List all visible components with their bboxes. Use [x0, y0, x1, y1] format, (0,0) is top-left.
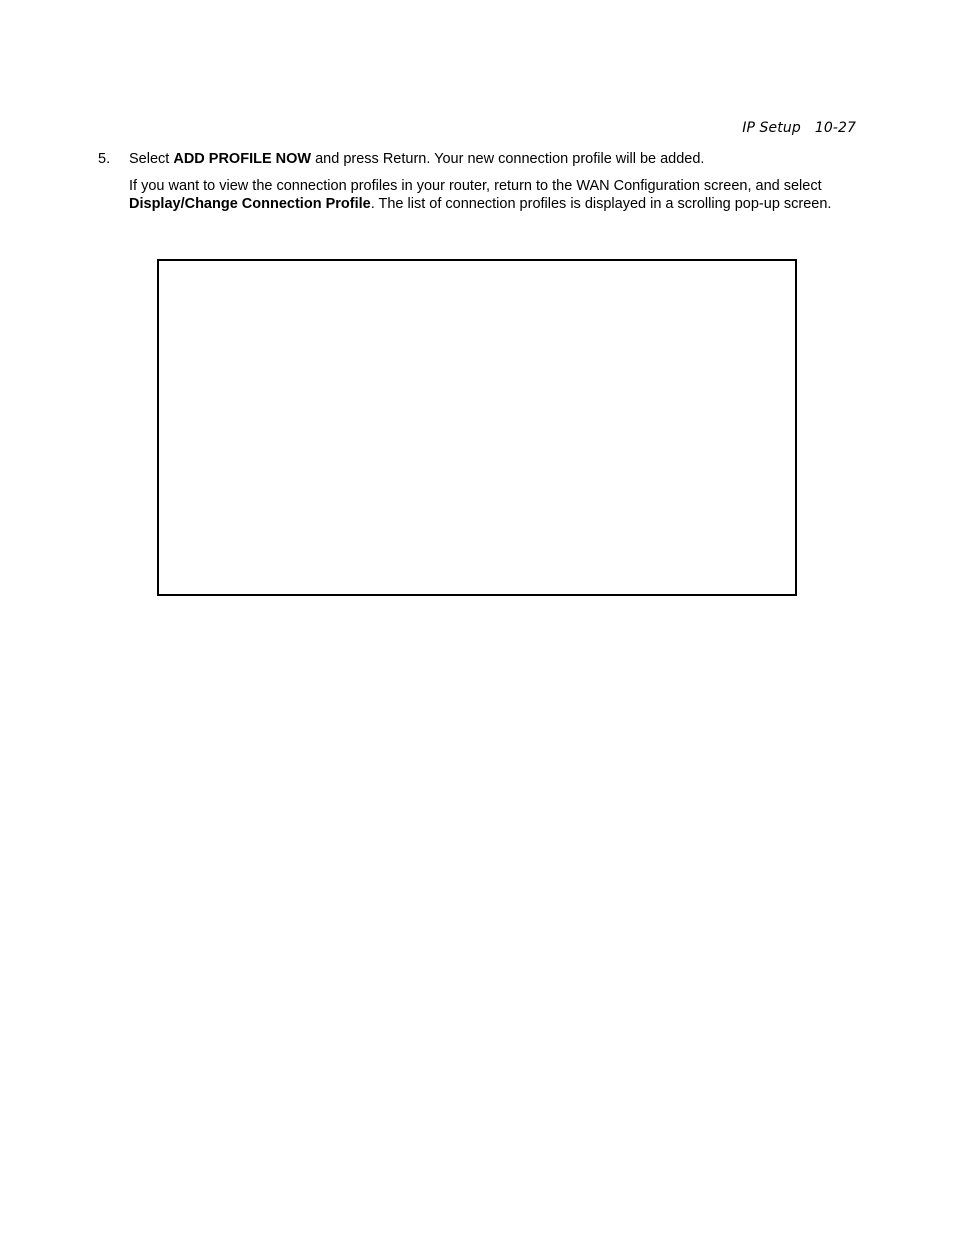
paragraph-text-before: If you want to view the connection profiles in your router, return to the WAN Configuration screen, and select [129, 178, 822, 194]
paragraph-text-after: . The list of connection profiles is displayed in a scrolling pop-up screen. [370, 196, 832, 212]
step-number: 5. [98, 151, 111, 167]
step-text-after: and press Return. Your new connection profile will be added. [311, 151, 705, 167]
running-header [742, 120, 856, 136]
paragraph-menu-item: Display/Change Connection Profile [129, 196, 371, 212]
step-5 [98, 150, 858, 168]
header-page-number: 10-27 [814, 120, 856, 136]
step-command: ADD PROFILE NOW [173, 151, 312, 167]
instruction-paragraph [129, 177, 857, 213]
step-text [129, 150, 858, 168]
header-section-title: IP Setup [742, 120, 801, 136]
screenshot-frame [157, 259, 797, 596]
step-text-before: Select [129, 151, 174, 167]
